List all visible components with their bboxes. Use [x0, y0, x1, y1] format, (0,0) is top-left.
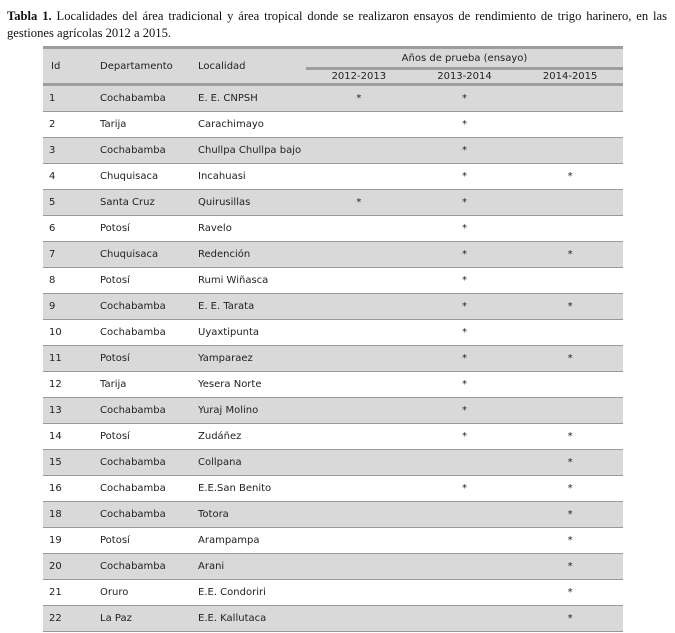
row-mark-2014-2015: * [517, 294, 623, 320]
row-mark-2013-2014: * [412, 190, 518, 216]
row-departamento: Tarija [98, 372, 196, 398]
row-localidad: Yesera Norte [196, 372, 306, 398]
row-mark-2012-2013 [306, 242, 412, 268]
row-mark-2013-2014: * [412, 346, 518, 372]
row-id: 5 [43, 190, 98, 216]
table-row [43, 606, 623, 632]
row-localidad: E.E.San Benito [196, 476, 306, 502]
table-row [43, 476, 623, 502]
header-id: Id [43, 49, 98, 83]
row-localidad: Yuraj Molino [196, 398, 306, 424]
table-row [43, 320, 623, 346]
row-mark-2013-2014: * [412, 424, 518, 450]
row-mark-2012-2013 [306, 528, 412, 554]
row-localidad: Zudáñez [196, 424, 306, 450]
row-localidad: Collpana [196, 450, 306, 476]
row-mark-2013-2014: * [412, 138, 518, 164]
row-id: 11 [43, 346, 98, 372]
row-localidad: Quirusillas [196, 190, 306, 216]
row-mark-2012-2013 [306, 164, 412, 190]
row-mark-2012-2013 [306, 580, 412, 606]
row-localidad: Uyaxtipunta [196, 320, 306, 346]
caption-label: Tabla 1. [7, 9, 52, 23]
row-mark-2012-2013 [306, 268, 412, 294]
row-localidad: E. E. Tarata [196, 294, 306, 320]
row-departamento: Potosí [98, 346, 196, 372]
row-departamento: Tarija [98, 112, 196, 138]
row-id: 10 [43, 320, 98, 346]
row-mark-2013-2014: * [412, 164, 518, 190]
row-id: 18 [43, 502, 98, 528]
header-year-2013-2014: 2013-2014 [412, 70, 518, 83]
table-row [43, 346, 623, 372]
row-localidad: Arampampa [196, 528, 306, 554]
row-mark-2014-2015 [517, 112, 623, 138]
row-mark-2014-2015: * [517, 242, 623, 268]
row-departamento: Oruro [98, 580, 196, 606]
row-mark-2014-2015 [517, 268, 623, 294]
row-mark-2013-2014 [412, 528, 518, 554]
row-mark-2013-2014: * [412, 476, 518, 502]
row-departamento: Potosí [98, 268, 196, 294]
row-mark-2013-2014: * [412, 294, 518, 320]
table-row [43, 242, 623, 268]
row-departamento: La Paz [98, 606, 196, 632]
row-mark-2014-2015 [517, 86, 623, 112]
row-departamento: Cochabamba [98, 294, 196, 320]
row-id: 16 [43, 476, 98, 502]
row-mark-2012-2013 [306, 606, 412, 632]
row-id: 9 [43, 294, 98, 320]
row-mark-2012-2013 [306, 502, 412, 528]
row-mark-2014-2015 [517, 320, 623, 346]
row-mark-2013-2014 [412, 580, 518, 606]
row-departamento: Potosí [98, 528, 196, 554]
row-mark-2013-2014: * [412, 320, 518, 346]
table-header [43, 46, 623, 86]
row-mark-2014-2015: * [517, 164, 623, 190]
row-mark-2013-2014 [412, 606, 518, 632]
row-mark-2014-2015: * [517, 450, 623, 476]
row-mark-2012-2013 [306, 216, 412, 242]
row-id: 3 [43, 138, 98, 164]
row-localidad: E. E. CNPSH [196, 86, 306, 112]
header-year-2012-2013: 2012-2013 [306, 70, 412, 83]
table-row [43, 398, 623, 424]
row-mark-2014-2015 [517, 216, 623, 242]
localities-table [43, 46, 623, 632]
table-row [43, 268, 623, 294]
row-mark-2012-2013 [306, 372, 412, 398]
row-departamento: Cochabamba [98, 554, 196, 580]
row-departamento: Chuquisaca [98, 242, 196, 268]
row-departamento: Cochabamba [98, 86, 196, 112]
row-mark-2013-2014: * [412, 242, 518, 268]
table-row [43, 294, 623, 320]
row-departamento: Potosí [98, 424, 196, 450]
row-mark-2013-2014: * [412, 112, 518, 138]
row-mark-2012-2013 [306, 450, 412, 476]
table-row [43, 372, 623, 398]
row-departamento: Cochabamba [98, 398, 196, 424]
row-id: 13 [43, 398, 98, 424]
row-mark-2013-2014 [412, 450, 518, 476]
row-id: 1 [43, 86, 98, 112]
row-id: 14 [43, 424, 98, 450]
row-id: 4 [43, 164, 98, 190]
row-mark-2013-2014 [412, 554, 518, 580]
row-mark-2014-2015: * [517, 580, 623, 606]
row-localidad: Arani [196, 554, 306, 580]
row-id: 8 [43, 268, 98, 294]
row-mark-2012-2013 [306, 320, 412, 346]
row-mark-2013-2014: * [412, 86, 518, 112]
row-mark-2014-2015 [517, 138, 623, 164]
row-departamento: Cochabamba [98, 320, 196, 346]
row-departamento: Santa Cruz [98, 190, 196, 216]
row-id: 2 [43, 112, 98, 138]
row-id: 20 [43, 554, 98, 580]
row-mark-2014-2015 [517, 372, 623, 398]
row-localidad: Ravelo [196, 216, 306, 242]
row-id: 15 [43, 450, 98, 476]
row-mark-2014-2015: * [517, 346, 623, 372]
row-mark-2012-2013 [306, 346, 412, 372]
row-localidad: Carachimayo [196, 112, 306, 138]
row-localidad: Rumi Wiñasca [196, 268, 306, 294]
row-departamento: Cochabamba [98, 138, 196, 164]
row-mark-2012-2013 [306, 398, 412, 424]
header-departamento: Departamento [98, 49, 196, 83]
row-localidad: Totora [196, 502, 306, 528]
row-mark-2014-2015 [517, 190, 623, 216]
table-row [43, 554, 623, 580]
table-caption [7, 8, 667, 41]
table-row [43, 502, 623, 528]
row-mark-2013-2014: * [412, 398, 518, 424]
row-localidad: E.E. Condoriri [196, 580, 306, 606]
row-mark-2012-2013 [306, 476, 412, 502]
row-mark-2012-2013: * [306, 86, 412, 112]
table-row [43, 112, 623, 138]
row-departamento: Cochabamba [98, 450, 196, 476]
row-departamento: Cochabamba [98, 502, 196, 528]
row-departamento: Chuquisaca [98, 164, 196, 190]
row-id: 12 [43, 372, 98, 398]
row-mark-2014-2015 [517, 398, 623, 424]
row-departamento: Potosí [98, 216, 196, 242]
row-mark-2013-2014: * [412, 216, 518, 242]
row-mark-2012-2013 [306, 112, 412, 138]
row-mark-2014-2015: * [517, 424, 623, 450]
row-mark-2014-2015: * [517, 606, 623, 632]
row-departamento: Cochabamba [98, 476, 196, 502]
row-id: 21 [43, 580, 98, 606]
row-localidad: E.E. Kallutaca [196, 606, 306, 632]
row-localidad: Redención [196, 242, 306, 268]
row-localidad: Incahuasi [196, 164, 306, 190]
row-mark-2014-2015: * [517, 476, 623, 502]
row-localidad: Yamparaez [196, 346, 306, 372]
row-mark-2012-2013: * [306, 190, 412, 216]
row-mark-2012-2013 [306, 138, 412, 164]
row-id: 6 [43, 216, 98, 242]
row-mark-2014-2015: * [517, 502, 623, 528]
row-mark-2013-2014 [412, 502, 518, 528]
table-row [43, 138, 623, 164]
row-mark-2012-2013 [306, 424, 412, 450]
table-row [43, 450, 623, 476]
row-mark-2012-2013 [306, 294, 412, 320]
table-row [43, 528, 623, 554]
row-mark-2013-2014: * [412, 268, 518, 294]
table-row [43, 424, 623, 450]
row-id: 19 [43, 528, 98, 554]
row-mark-2014-2015: * [517, 554, 623, 580]
table-row [43, 164, 623, 190]
table-row [43, 216, 623, 242]
table-body [43, 86, 623, 632]
row-mark-2012-2013 [306, 554, 412, 580]
caption-text: Localidades del área tradicional y área tropical donde se realizaron ensayos de rendimiento de trigo harinero, en las gestiones agrícolas 2012 a 2015. [7, 9, 668, 40]
table-row [43, 86, 623, 112]
row-localidad: Chullpa Chullpa bajo [196, 138, 306, 164]
row-id: 7 [43, 242, 98, 268]
header-year-2014-2015: 2014-2015 [517, 70, 623, 83]
row-id: 22 [43, 606, 98, 632]
table-row [43, 190, 623, 216]
header-localidad: Localidad [196, 49, 306, 83]
row-mark-2014-2015: * [517, 528, 623, 554]
header-years-group: Años de prueba (ensayo) [306, 49, 623, 67]
row-mark-2013-2014: * [412, 372, 518, 398]
table-row [43, 580, 623, 606]
